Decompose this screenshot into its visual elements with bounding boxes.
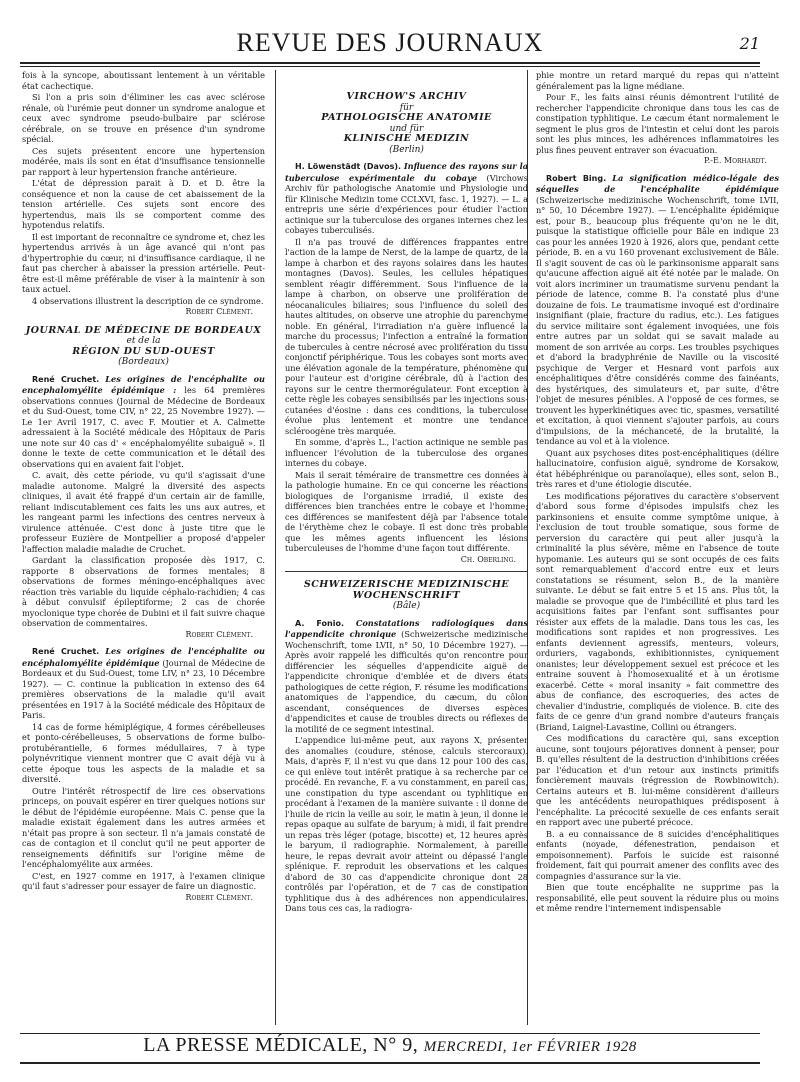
section-divider [285, 571, 528, 572]
paragraph: L'état de dépression parait à D. et D. être la conséquence et non la cause de cet abaissement de la tension artérielle. Ces sujets sont encore des hypertendus, mais ils se comportent comme des hypotendus relatifs. [22, 178, 265, 230]
article-text: (Schweizerische medizinische Wochenschrift, tome LVII, n° 50, 10 Décembre 1927). — L'encéphalite épidémique est, pour B., beaucoup plus fréquente qu'on ne le dit, puisque la statistique officielle pour Bâle en indique 23 cas pour les années 1920 à 1926, alors que, pendant cette période, B. en a vu 160 provenant exclusivement de Bâle. Il s'agit souvent de cas où le parkinsonisme apparait sans qu'aucune affection aiguë ait été notée par le malade. On voit alors incriminer un traumatisme survenu pendant la période de latence, comme B. l'a constaté plus d'une douzaine de fois. Le traumatisme invoqué est d'ordinaire insignifiant (plaie, fracture du radius, etc.). Les fatigues du service militaire sont également invoquées, une fois entre autres par un soldat qui se savait malade au moment de son arrivée au corps. Les troubles psychiques et d'abord la bradyphrénie de Naville ou la viscosité psychique de Verger et Hesnard vont parfois aux encéphalitiques d'être considérés comme des fainéants, des hystériques, des simulateurs et, par suite, d'être l'objet de mesures pénibles. A l'opposé de ces formes, se trouvent les hyperkinétiques avec tic, spasmes, versatilité et excitation, à quoi viennent s'ajouter parfois, au cours d'impulsions, de la méchanceté, de la brutalité, la tendance au vol et à la violence. [536, 194, 779, 446]
signature: Ch. Oberling. [460, 554, 516, 564]
article-lead [285, 161, 528, 236]
page-number: 21 [739, 34, 760, 53]
paragraph: Ces modifications du caractère qui, sans exception aucune, sont toujours péjoratives donnent à penser, pour B. qu'elles résultent de la destruction d'inhibitions créées par l'éducation et d'un retour aux instincts primitifs foncièrement mauvais (régression de Rowbinowitch). Certains auteurs et B. lui-même considèrent d'ailleurs que les antécédents neuropathiques prédisposent à l'encéphalite. La précocité sexuelle de ces enfants serait en rapport avec une puberté précoce. [536, 733, 779, 827]
column-3 [536, 70, 779, 915]
paragraph: Il est important de reconnaître ce syndrome et, chez les hypertendus arrivés à un âge avancé qui n'ont pas d'hypertrophie du cœur, ni d'insuffisance cardiaque, il ne faut pas chercher à abaisser la pression artérielle. Peut-être est-il même préférable de viser à la maintenir à son taux actuel. [22, 231, 265, 294]
article-text: les 64 premières observations connues (Journal de Médecine de Bordeaux et du Sud-Ouest, tome CIV, n° 22, 25 Novembre 1927). — Le 1er Avril 1917, C. avec F. Moutier et A. Calmette adressaient à la Société médicale des Hôpitaux de Paris une note sur 40 cas d' « encéphalomyélite subaiguë ». Il donne le texte de cette communication et le détail des observations qui en avaient fait l'objet. [22, 385, 265, 469]
paragraph: Gardant la classification proposée dès 1917, C. rapporte 8 observations de formes mentales; 8 observations de formes méningo-encéphaliques avec réaction très variable du liquide céphalo-rachidien; 4 cas à début convulsif épileptiforme; 2 cas de chorée myoclonique type chorée de Dubini et il fait suivre chaque observation de commentaires. [22, 555, 265, 628]
footer-publication: LA PRESSE MÉDICALE, N° 9, [143, 1034, 419, 1056]
signature: Robert Clément. [185, 892, 253, 902]
page-header [20, 28, 760, 64]
journal-title: VIRCHOW'S ARCHIV [346, 91, 467, 102]
article-author: René Cruchet. [32, 647, 100, 656]
paragraph: fois à la syncope, aboutissant lentement à un véritable état cachectique. [22, 70, 265, 91]
journal-city: (Bâle) [392, 601, 421, 611]
article-title: Les origines de l'encéphalite ou encéphalomyélite épidémique [22, 646, 266, 668]
journal-heading [285, 580, 528, 612]
journal-title-conj: und für [389, 123, 424, 134]
header-rule [20, 62, 760, 64]
article-title: Constatations radiologiques dans l'appendicite chronique [285, 617, 528, 639]
journal-city: (Berlin) [389, 144, 424, 155]
signature: P.-E. Morhardt. [704, 156, 767, 165]
article-author: René Cruchet. [32, 374, 100, 384]
paragraph: Mais il serait téméraire de transmettre ces données à la pathologie humaine. En ce qui concerne les réactions biologiques de l'organisme irradié, il existe des différences bien tranchées entre le cobaye et l'homme; ces différences se manifestent déjà par l'absence totale de l'érythème chez le cobaye. Il est donc très probable que les mêmes agents influencent les lésions tuberculeuses de l'homme d'une façon tout différente. [285, 469, 528, 553]
journal-heading [22, 326, 265, 368]
article-text: (Journal de Médecine de Bordeaux et du Sud-Ouest, tome LIV, n° 23, 10 Décembre 1927). — C. continue la publication in extenso des 64 premières observations de la maladie qu'il avait présentées en 1917 à la Société médicale des Hôpitaux de Paris. [22, 657, 266, 720]
paragraph: Quant aux psychoses dites post-encéphalitiques (délire hallucinatoire, confusion aiguë, syndrome de Korsakow, état hébéphrénique ou paranoïaque), elles sont, selon B., très rares et d'une étiologie discutée. [536, 447, 779, 489]
article-title: Influence des rayons sur la tuberculose expérimentale du cobaye [285, 161, 529, 183]
journal-title-2: RÉGION DU SUD-OUEST [72, 345, 215, 357]
footer-rule-thick [20, 1062, 760, 1064]
journal-title-3: KLINISCHE MEDIZIN [343, 133, 470, 144]
article-lead [22, 374, 265, 470]
running-title: REVUE DES JOURNAUX [236, 28, 544, 57]
journal-heading [285, 92, 528, 155]
signature: Robert Clément. [185, 629, 253, 639]
paragraph: Bien que toute encéphalite ne supprime pas la responsabilité, elle peut souvent la réduire plus ou moins et même rendre l'internement indispensable [536, 882, 779, 913]
paragraph: Pour F., les faits ainsi réunis démontrent l'utilité de rechercher l'appendicite chronique dans tous les cas de constipation typhlitique. Le cæcum étant normalement le segment le plus gros de l'intestin et celui dont les parois sont les plus minces, les adhérences inflammatoires les plus fines peuvent entraver son évacuation. [536, 92, 779, 155]
column-1 [22, 70, 265, 909]
journal-title: JOURNAL DE MÉDECINE DE BORDEAUX [25, 324, 262, 336]
page-footer [20, 1034, 760, 1057]
article-text: (Virchows Archiv für pathologische Anatomie und Physiologie und für Klinische Medizin tome CCLXVI, fasc. 1, 1927). — L. a entrepris une série d'expériences pour étudier l'action actinique sur la tuberculose des organes internes chez les cobayes tuberculisés. [285, 172, 528, 235]
paragraph: Ces sujets présentent encore une hypertension modérée, mais ils sont en état d'insuffisance tensionnelle par rapport à leur hypertension franche antérieure. [22, 145, 265, 177]
column-2 [285, 70, 528, 915]
journal-title-conj: für [399, 102, 414, 113]
paragraph: Si l'on a pris soin d'éliminer les cas avec sclérose rénale, où l'urémie peut donner un syndrome analogue et ceux avec syndrome pseudo-bulbaire par sclérose cérébrale, on se trouve en présence d'un syndrome spécial. [22, 92, 265, 144]
article-lead [536, 173, 779, 447]
paragraph: Les modifications péjoratives du caractère s'observent d'abord sous forme d'épisodes impulsifs chez les parkinsoniens et ensuite comme symptôme unique, à l'exclusion de tout trouble somatique, sous forme de perversion du caractère qui peut aller jusqu'à la criminalité la plus sévère, même en l'absence de toute hypomanie. Les auteurs qui se sont occupés de ces faits sont remarquablement d'accord entre eux et leurs constatations se résument, selon B., de la manière suivante. Le début se fait entre 5 et 15 ans. Plus tôt, la maladie se provoque que de l'imbécillité et plus tard les acquisitions faites par l'enfant sont suffisantes pour résister aux effets de la maladie. Dans tous les cas, les modifications sont rapides et non progressives. Les enfants deviennent agressifs, menteurs, voleurs, orduriers, vagabonds, exhibitionnistes, cyniquement onanistes; leur développement sexuel est précoce et les entraine souvent à l'homosexualité et à un érotisme exacerbé. Cette « moral insanity » fait commettre des abus de confiance, des escroqueries, des actes de chevalier d'industrie, compliqués de violence. B. cite des faits de ce genre d'un grand nombre d'auteurs français (Briand, Laignel-Lavastine, Collini ou étrangers. [536, 490, 779, 732]
journal-title-conj: et de la [126, 336, 161, 346]
journal-city: (Bordeaux) [118, 357, 169, 367]
paragraph: En somme, d'après L., l'action actinique ne semble pas influencer l'évolution de la tuberculose des organes internes du cobaye. [285, 437, 528, 468]
article-title: La signification médico-légale des séquelles de l'encéphalite épidémique [536, 172, 779, 194]
article-title: Les origines de l'encéphalite ou encephalomyélite épidémique : [22, 373, 266, 395]
signature: Robert Clément. [185, 307, 253, 316]
paragraph: phie montre un retard marqué du repas qui n'atteint généralement pas la ligne médiane. [536, 70, 779, 91]
paragraph: C. avait, dès cette période, vu qu'il s'agissait d'une maladie autonome. Malgré la diversité des aspects cliniques, il avait été frappé d'un certain air de famille, reliant indiscutablement ces faits les uns aux autres, et les rangeant parmi les infections des centres nerveux à virulence atténuée. C'est donc à juste titre que le professeur Euzière de Montpellier a proposé d'appeler l'affection maladie maladie de Cruchet. [22, 470, 265, 554]
paragraph: L'appendice lui-même peut, aux rayons X, présenter des anomalies (coudure, sténose, calculs stercoraux). Mais, d'après F, il n'est vu que dans 12 pour 100 des cas, ce qui enlève tout intérêt pratique à sa recherche par ce procédé. En revanche, F. a vu constamment, en pareil cas, une constipation du type ascendant ou typhlitique en procédant à l'examen de la manière suivante : il donne de l'huile de ricin la veille au soir, le matin à jeun, il donne le repas opaque au sulfate de baryum; à midi, il fait prendre un repas très léger (potage, biscotte) et, 12 heures après le baryum, il radiographie. Normalement, à pareille heure, le repas devrait avoir atteint ou dépassé l'angle splénique. F. reproduit les observations et les calques d'abord de 30 cas d'appendicite chronique dont 28 contrôlés par l'opération, et de 7 cas de constipation typhlitique dus à des adhérences non appendiculaires. Dans tous ces cas, la radiogra- [285, 735, 528, 913]
article-lead [22, 646, 265, 721]
journal-title-2: PATHOLOGISCHE ANATOMIE [321, 112, 492, 123]
article-lead [285, 618, 528, 735]
paragraph: Outre l'intérêt rétrospectif de lire ces observations princeps, on pouvait espérer en tirer quelques notions sur le début de l'épidémie européenne. Mais C. pense que la maladie existait également dans les autres armées et n'était pas propre à son secteur. Il n'a jamais constaté de cas de contagion et il conclut qu'il ne peut apporter de renseignements définitifs sur l'origine même de l'encéphalomyélite aux armées. [22, 785, 265, 869]
footer-date: MERCREDI, 1er FÉVRIER 1928 [423, 1039, 637, 1055]
paragraph: Il n'a pas trouvé de différences frappantes entre l'action de la lampe de Nerst, de la lampe de quartz, de la lampe à charbon et des rayons solaires dans les hautes montagnes (Davos). Seules, les cellules hépatiques semblent réagir différemment. Sous l'influence de la lampe à charbon, on observe une prolifération de néocanalicules biliaires; sous l'influence du soleil des hautes altitudes, on observe une atrophie du parenchyme noble. En général, l'irradiation n'a guère influencé la marche du processus; l'infection a entraîné la formation de tubercules à centre nécrosé avec prolifération du tissu conjonctif périphérique. Tous les cobayes sont morts avec une élévation agonale de la température, phénomène qui pour l'auteur est d'origine cérébrale, dû à l'action des rayons sur le centre thermorégulateur. Font exception à cette règle les cobayes sensibilisés par les injections sous-cutanées d'éosine : dans ces conditions, la tuberculose évolue plus lentement et montre une tendance scléroogène très marquée. [285, 236, 528, 436]
paragraph: 4 observations illustrent la description de ce syndrome. [32, 295, 264, 306]
journal-title-2: WOCHENSCHRIFT [352, 589, 461, 601]
journal-title: SCHWEIZERISCHE MEDIZINISCHE [303, 579, 510, 590]
column-separator [275, 70, 276, 1025]
paragraph: B. a eu connaissance de 8 suicides d'encéphalitiques enfants (noyade, défenestration, pendaison et empoisonnement). Parfois le suicide est raisonné froidement, fait qui pourrait amener des conflits avec des compagnies d'assurance sur la vie. [536, 828, 779, 881]
paragraph: C'est, en 1927 comme en 1917, à l'examen clinique qu'il faut s'adresser pour essayer de faire un diagnostic. [22, 870, 265, 891]
article-author: A. Fonio. [295, 618, 344, 628]
article-author: H. Löwenstädt (Davos). [295, 162, 402, 171]
paragraph: 14 cas de forme hémiplégique, 4 formes cérébelleuses et ponto-cérébelleuses, 5 observations de forme bulbo-protubérantielle, 6 formes médullaires, 7 à type polynévritique viennent montrer que C avait déjà vu à cette époque tous les aspects de la maladie et sa diversité. [22, 721, 265, 784]
article-author: Robert Bing. [546, 173, 607, 183]
header-rule-thin [20, 66, 760, 67]
article-text: (Schweizerische medizinische Wochenschrift, tome LVII, n° 50, 10 Décembre 1927). — Après avoir rappelé les difficultés qu'on rencontre pour différencier les séquelles d'appendicite aiguë de l'appendicite chronique d'emblée et de divers états pathologiques de cette région, F. résume les modifications anatomiques de l'appendice, du cæcum, du côlon ascendant, conséquences de diverses espèces d'appendicites et cause de troubles directs ou réflexes de la motilité de ce segment intestinal. [285, 629, 528, 734]
